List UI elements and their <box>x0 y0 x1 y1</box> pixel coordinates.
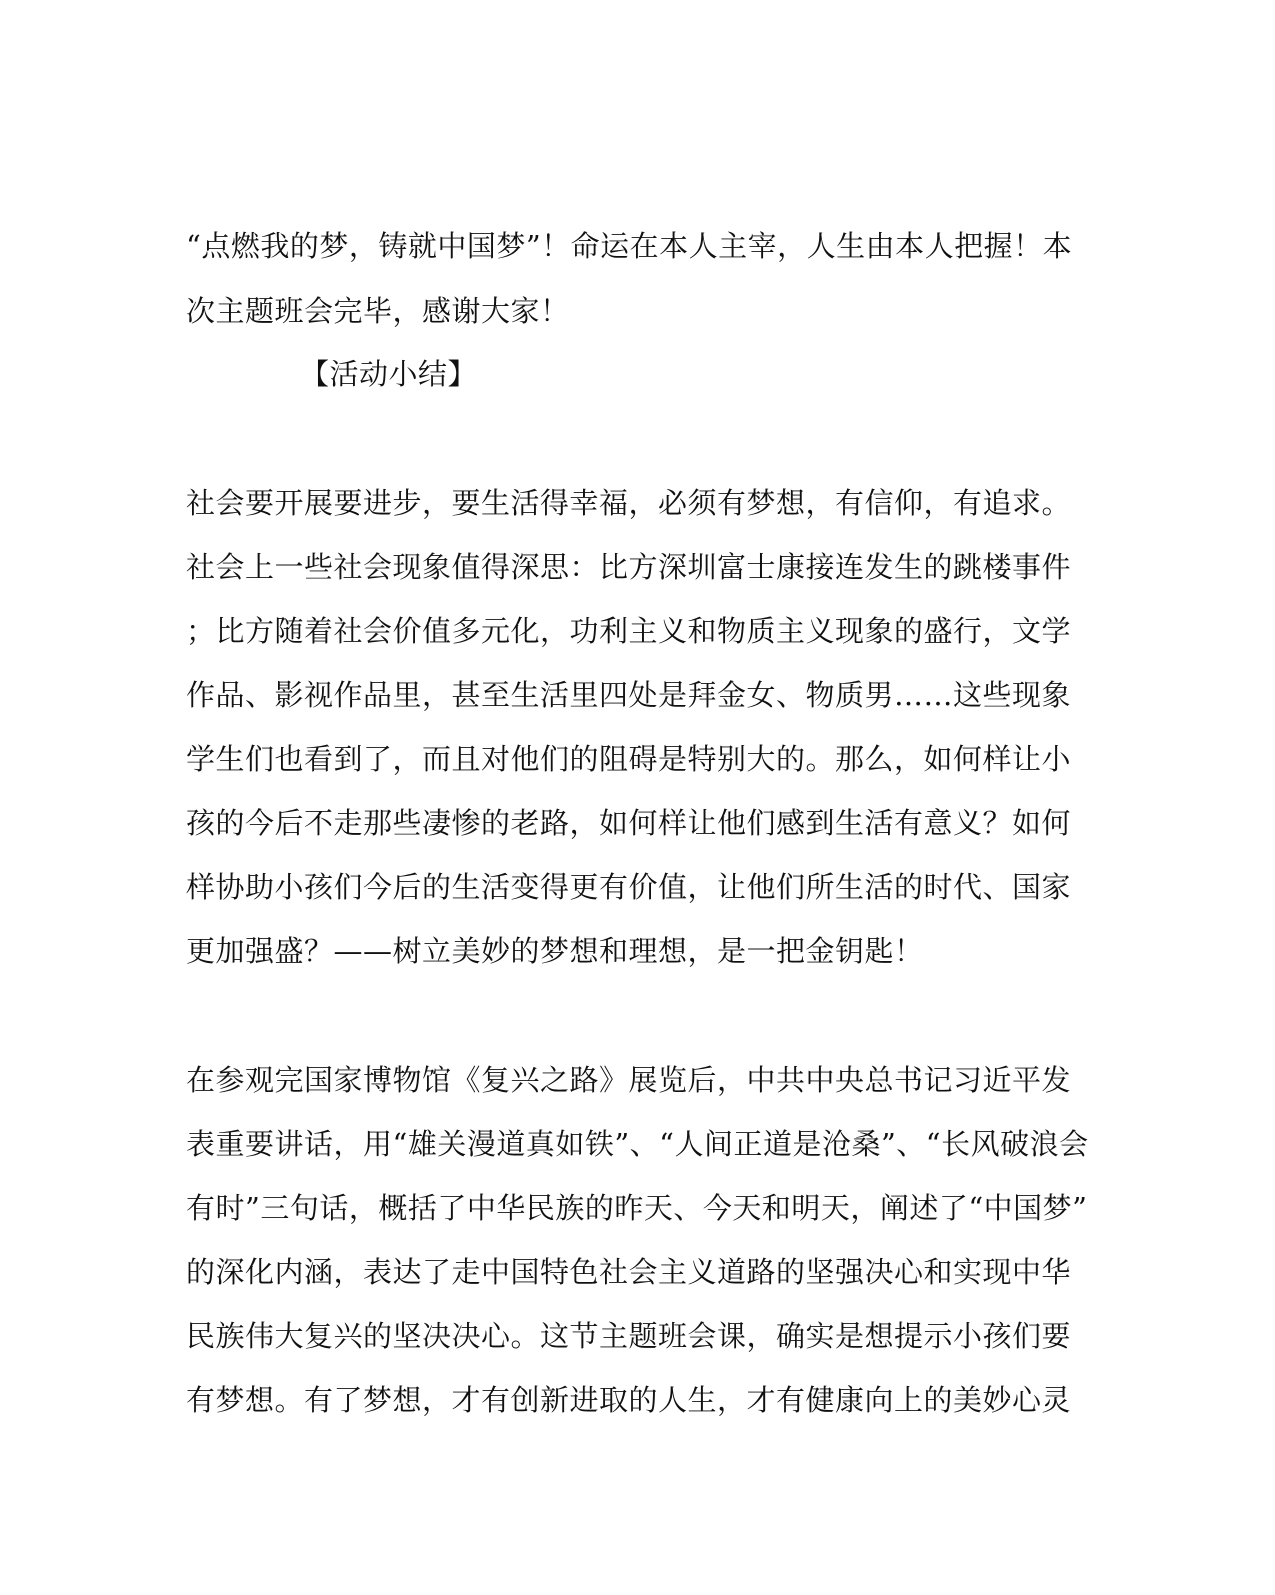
text-line: 表重要讲话，用“雄关漫道真如铁”、“人间正道是沧桑”、“长风破浪会 <box>186 1127 1089 1161</box>
text-line: 在参观完国家博物馆《复兴之路》展览后，中共中央总书记习近平发 <box>186 1063 1072 1097</box>
text-line: 次主题班会完毕，感谢大家！ <box>186 294 570 328</box>
text-line: 社会要开展要进步，要生活得幸福，必须有梦想，有信仰，有追求。 <box>186 486 1072 520</box>
text-line: 社会上一些社会现象值得深思：比方深圳富士康接连发生的跳楼事件 <box>186 550 1072 584</box>
text-line: 样协助小孩们今后的生活变得更有价值，让他们所生活的时代、国家 <box>186 870 1072 904</box>
text-line: 有梦想。有了梦想，才有创新进取的人生，才有健康向上的美妙心灵 <box>186 1383 1072 1417</box>
text-line: “点燃我的梦，铸就中国梦”！命运在本人主宰，人生由本人把握！本 <box>186 229 1073 263</box>
text-line: 民族伟大复兴的坚决决心。这节主题班会课，确实是想提示小孩们要 <box>186 1319 1072 1353</box>
text-line: 学生们也看到了，而且对他们的阻碍是特别大的。那么，如何样让小 <box>186 742 1072 776</box>
text-line: ；比方随着社会价值多元化，功利主义和物质主义现象的盛行，文学 <box>186 614 1072 648</box>
text-line: 作品、影视作品里，甚至生活里四处是拜金女、物质男……这些现象 <box>186 678 1072 712</box>
text-line: 更加强盛？——树立美妙的梦想和理想，是一把金钥匙！ <box>186 934 924 968</box>
text-line: 的深化内涵，表达了走中国特色社会主义道路的坚强决心和实现中华 <box>186 1255 1072 1289</box>
section-heading: 【活动小结】 <box>300 357 478 391</box>
text-line: 有时”三句话，概括了中华民族的昨天、今天和明天，阐述了“中国梦” <box>186 1191 1088 1225</box>
text-line: 孩的今后不走那些凄惨的老路，如何样让他们感到生活有意义？如何 <box>186 806 1072 840</box>
